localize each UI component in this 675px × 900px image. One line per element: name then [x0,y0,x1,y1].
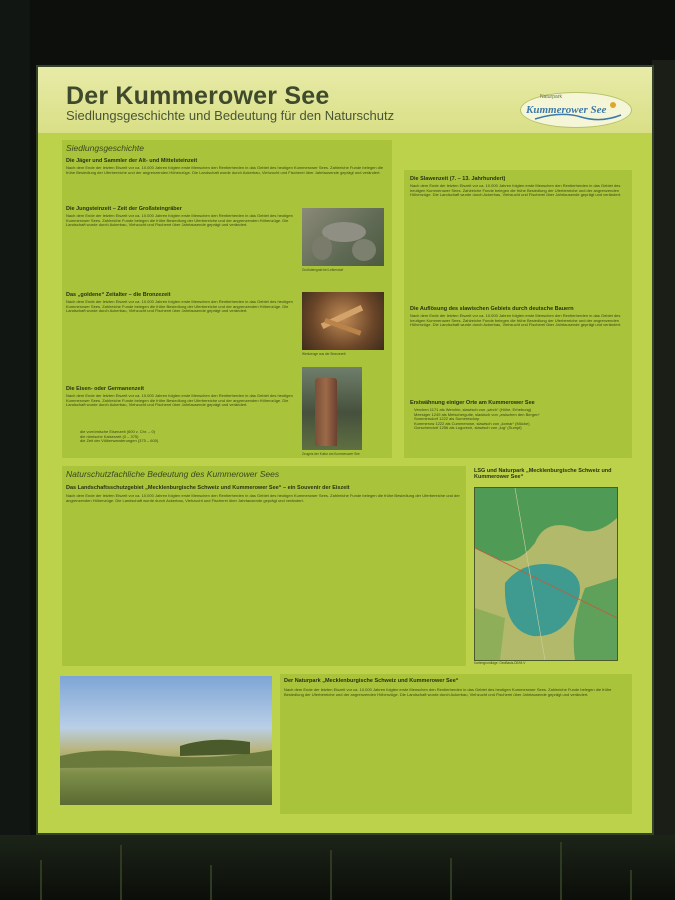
text-neolithic: Nach dem Ende der letzten Eiszeit vor ca. 10.000 Jahren folgten erste Menschen den Rentierherden in das Gebiet des heutigen Kummerower Sees. Zahlreiche Funde belegen die frühe Besiedlung der Uferbereiche und der angrenzenden Höhenzüge. Die Landschaft wurde durch Ackerbau, Viehzucht und Fischerei über Jahrtausende geprägt und verändert. [66,214,293,228]
list-item: Kummerow 1222 als Cummerowe, slawisch von „komar“ (Mücke) [414,420,530,426]
heading-bronze-age: Das „goldene“ Zeitalter – die Bronzezeit [66,292,171,298]
list-item: die vorrömische Eisenzeit (600 v. Chr. – 0) [80,430,156,434]
list-item: Sommersdorf 1222 als Sumeresdorp [414,416,480,422]
heading-lsg: Das Landschaftsschutzgebiet „Mecklenburgische Schweiz und Kummerower See“ – ein Souvenir der Eiszeit [66,485,350,491]
logo-small-text: Naturpark [540,94,562,100]
text-bronze-age: Nach dem Ende der letzten Eiszeit vor ca. 10.000 Jahren folgten erste Menschen den Rentierherden in das Gebiet des heutigen Kummerower Sees. Zahlreiche Funde belegen die frühe Besiedlung der Uferbereiche und der angrenzenden Höhenzüge. Die Landschaft wurde durch Ackerbau, Viehzucht und Fischerei über Jahrtausende geprägt und verändert. [66,300,293,314]
caption-photo1: Großsteingrab bei Lelkendorf [302,268,344,272]
heading-slav-period: Die Slawenzeit (7. – 13. Jahrhundert) [410,176,506,182]
caption-photo3: Zeugnis der Kultur am Kummerower See [302,452,360,456]
stone-monument [315,378,337,446]
heading-stone-age: Die Jäger und Sammler der Alt- und Mittelsteinzeit [66,158,198,164]
heading-dissolution: Die Auflösung des slawischen Gebiets durch deutsche Bauern [410,306,574,312]
heading-map: LSG und Naturpark „Mecklenburgische Schweiz und Kummerower See“ [474,468,612,480]
photo-megalith-grave [302,208,384,266]
dark-frame-left [0,0,30,900]
text-lsg: Nach dem Ende der letzten Eiszeit vor ca. 10.000 Jahren folgten erste Menschen den Rentierherden in das Gebiet des heutigen Kummerower Sees. Zahlreiche Funde belegen die frühe Besiedlung der Uferbereiche und der angrenzenden Höhenzüge. Die Landschaft wurde durch Ackerbau, Viehzucht und Fischerei über Jahrtausende geprägt und verändert. [66,494,460,503]
photo-bronze-tools [302,292,384,350]
grass-foreground [0,835,675,900]
caption-photo2: Werkzeuge aus der Bronzezeit [302,352,346,356]
iron-age-list [80,430,280,444]
text-slav-period: Nach dem Ende der letzten Eiszeit vor ca. 10.000 Jahren folgten erste Menschen den Rentierherden in das Gebiet des heutigen Kummerower Sees. Zahlreiche Funde belegen die frühe Besiedlung der Uferbereiche und der angrenzenden Höhenzüge. Die Landschaft wurde durch Ackerbau, Viehzucht und Fischerei über Jahrtausende geprägt und verändert. [410,184,622,198]
dark-frame-right [652,60,675,860]
section-title-nature: Naturschutzfachliche Bedeutung des Kummerower Sees [66,469,280,479]
heading-first-mentions: Erstwähnung einiger Orte am Kummerower See [410,400,535,406]
text-stone-age: Nach dem Ende der letzten Eiszeit vor ca. 10.000 Jahren folgten erste Menschen den Rentierherden in das Gebiet des heutigen Kummerower Sees. Zahlreiche Funde belegen die frühe Besiedlung der Uferbereiche und der angrenzenden Höhenzüge. Die Landschaft wurde durch Ackerbau, Viehzucht und Fischerei über Jahrtausende geprägt und verändert. [66,166,384,175]
list-item: Verchen 1171 als Werchin, slawisch von „wirch“ (Höhe, Erhebung) [414,408,532,412]
logo-text: Kummerower See [526,104,607,116]
list-item: die römische Kaiserzeit (0 – 375) [80,433,139,439]
heading-neolithic: Die Jungsteinzeit – Zeit der Großsteingräber [66,206,182,212]
heading-naturpark: Der Naturpark „Mecklenburgische Schweiz und Kummerower See“ [284,678,459,684]
map-lsg-naturpark [474,487,618,661]
text-naturpark: Nach dem Ende der letzten Eiszeit vor ca. 10.000 Jahren folgten erste Menschen den Rentierherden in das Gebiet des heutigen Kummerower Sees. Zahlreiche Funde belegen die frühe Besiedlung der Uferbereiche und der angrenzenden Höhenzüge. Die Landschaft wurde durch Ackerbau, Viehzucht und Fischerei über Jahrtausende geprägt und verändert. [284,688,612,697]
list-item: Gorschendorf 1256 als Logorech, slawisch von „lug“ (Sumpf) [414,425,522,431]
heading-iron-age: Die Eisen- oder Germanenzeit [66,386,144,392]
caption-map: Kartengrundlage: GeoBasis-DE/M-V [474,661,526,665]
list-item: die Zeit der Völkerwanderungen (375 – 600) [80,438,159,444]
first-mentions-list [414,408,628,431]
text-iron-age: Nach dem Ende der letzten Eiszeit vor ca. 10.000 Jahren folgten erste Menschen den Rentierherden in das Gebiet des heutigen Kummerower Sees. Zahlreiche Funde belegen die frühe Besiedlung der Uferbereiche und der angrenzenden Höhenzüge. Die Landschaft wurde durch Ackerbau, Viehzucht und Fischerei über Jahrtausende geprägt und verändert. [66,394,293,408]
text-dissolution: Nach dem Ende der letzten Eiszeit vor ca. 10.000 Jahren folgten erste Menschen den Rentierherden in das Gebiet des heutigen Kummerower Sees. Zahlreiche Funde belegen die frühe Besiedlung der Uferbereiche und der angrenzenden Höhenzüge. Die Landschaft wurde durch Ackerbau, Viehzucht und Fischerei über Jahrtausende geprägt und verändert. [410,314,622,328]
board-subtitle: Siedlungsgeschichte und Bedeutung für den Naturschutz [66,108,395,123]
photo-landscape [60,676,272,805]
list-item: Meesiger 1249 als Metscherguite, slawisch von „zwischen den Bergen“ [414,411,540,417]
board-title: Der Kummerower See [66,82,330,110]
section-title-history: Siedlungsgeschichte [66,143,144,153]
